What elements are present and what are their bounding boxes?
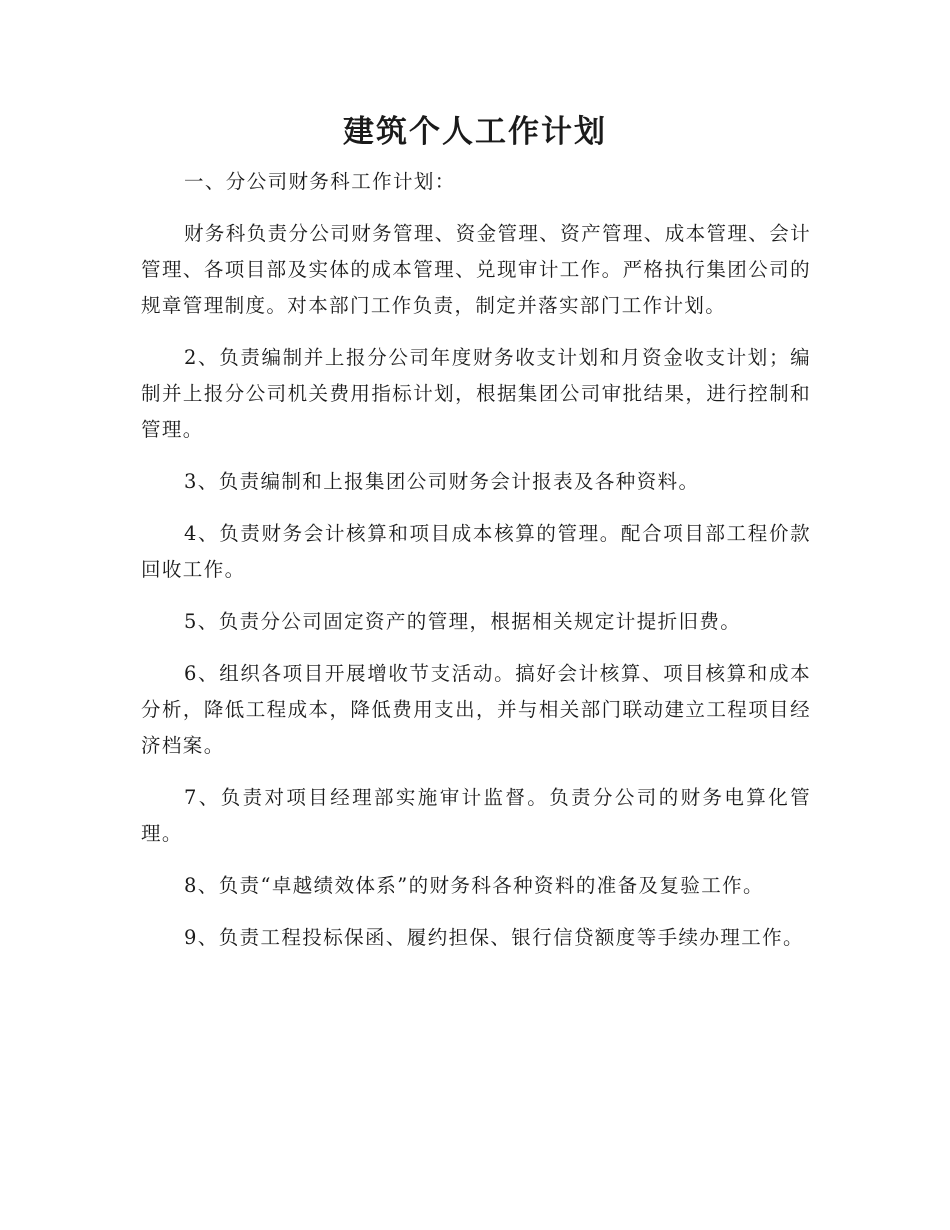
paragraph-item-7: 7、负责对项目经理部实施审计监督。负责分公司的财务电算化管理。 bbox=[141, 786, 811, 845]
paragraph-section-heading: 一、分公司财务科工作计划： bbox=[184, 170, 456, 193]
paragraph-item-9: 9、负责工程投标保函、履约担保、银行信贷额度等手续办理工作。 bbox=[184, 926, 804, 949]
paragraph-item-3: 3、负责编制和上报集团公司财务会计报表及各种资料。 bbox=[184, 470, 700, 493]
paragraph-item-6: 6、组织各项目开展增收节支活动。搞好会计核算、项目核算和成本分析，降低工程成本，降低费用支出，并与相关部门联动建立工程项目经济档案。 bbox=[141, 662, 811, 757]
paragraph-item-2: 2、负责编制并上报分公司年度财务收支计划和月资金收支计划；编制并上报分公司机关费用指标计划，根据集团公司审批结果，进行控制和管理。 bbox=[141, 346, 811, 441]
paragraph-item-4: 4、负责财务会计核算和项目成本核算的管理。配合项目部工程价款回收工作。 bbox=[141, 522, 811, 581]
document-title: 建筑个人工作计划 bbox=[343, 114, 607, 150]
paragraph-item-8: 8、负责“卓越绩效体系”的财务科各种资料的准备及复验工作。 bbox=[184, 874, 764, 897]
paragraph-duties-overview: 财务科负责分公司财务管理、资金管理、资产管理、成本管理、会计管理、各项目部及实体的成本管理、兑现审计工作。严格执行集团公司的规章管理制度。对本部门工作负责，制定并落实部门工作计划。 bbox=[141, 222, 812, 317]
paragraph-item-5: 5、负责分公司固定资产的管理，根据相关规定计提折旧费。 bbox=[184, 610, 742, 633]
document-body bbox=[141, 164, 811, 972]
